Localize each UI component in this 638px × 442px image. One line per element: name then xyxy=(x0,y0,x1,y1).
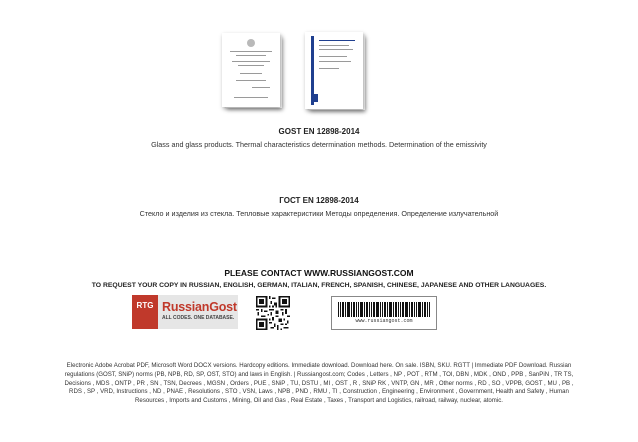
barcode-icon xyxy=(338,302,430,317)
contact-line: PLEASE CONTACT WWW.RUSSIANGOST.COM xyxy=(224,268,414,278)
standard-description-ru: Стекло и изделия из стекла. Тепловые характеристики Методы определения. Определение излучательной xyxy=(139,209,499,218)
barcode[interactable] xyxy=(331,296,437,330)
languages-line: TO REQUEST YOUR COPY IN RUSSIAN, ENGLISH, GERMAN, ITALIAN, FRENCH, SPANISH, CHINESE, JAPANESE AND OTHER LANGUAGES. xyxy=(91,282,547,289)
russiangost-logo[interactable] xyxy=(132,295,238,329)
footer-text: Electronic Adobe Acrobat PDF, Microsoft Word DOCX versions. Hardcopy editions. Immediate download. Download here. On sale. ISBN, SKU. RGTT | Immediate PDF Download. Russian regulations (GOST, SNiP) norms (PB, NPB, RD, SP, OST, STO) and laws in English. | Russiangost.com; Codes , Letters , NP , POT , RTM , TOI, DBN , MDK , OND , PPB , SanPiN , TR TS, Decisions , MDS , ONTP , PR , SN , TSN, Decrees , MGSN , Orders , PUE , SNiP , TU, DSTU , MI , OST , R , SNiP RK , VNTP, GN , MR , Other norms , RD , SO , VPPB, GOST , MU , PB , RDS , SP , VRD, Instructions , ND , PNAE , Resolutions , STO , VSN, Laws , NPB , PND , RMU , TI , Construction , Engineering , Environment , Government, Health and Safety , Human Resources , Imports and Customs , Mining, Oil and Gas , Real Estate , Taxes , Transport and Logistics, railroad, railway, nuclear, atomic. xyxy=(64,362,574,405)
logo-tagline: ALL CODES. ONE DATABASE. xyxy=(162,315,235,321)
logo-mark: RTG xyxy=(132,295,158,329)
logo-name: RussianGost xyxy=(162,300,237,314)
standard-code-ru: ГОСТ EN 12898-2014 xyxy=(279,196,359,205)
qr-code-icon[interactable] xyxy=(256,296,290,330)
standard-description-en: Glass and glass products. Thermal characteristics determination methods. Determination of the emissivity xyxy=(151,140,487,149)
barcode-text: www.russiangost.com xyxy=(355,318,413,324)
standard-code-en: GOST EN 12898-2014 xyxy=(278,127,360,136)
